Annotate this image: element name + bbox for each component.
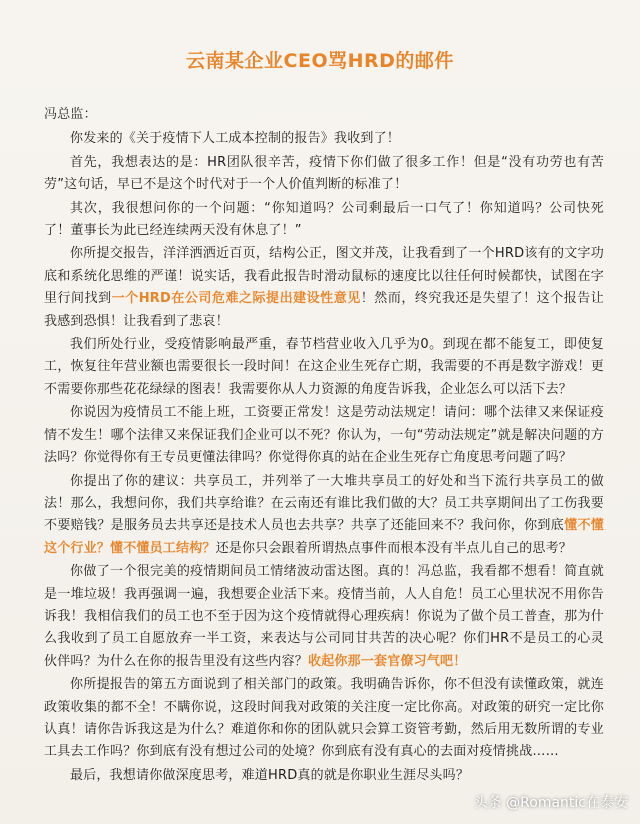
paragraph-text: 你发来的《关于疫情下人工成本控制的报告》我收到了！	[70, 131, 401, 147]
greeting: 冯总监：	[44, 107, 97, 122]
paragraph-text: 首先，我想表达的是：HR团队很辛苦，疫情下你们做了很多工作！但是“没有功劳也有苦劳”这句话，早已不是这个时代对于一个人价值判断的标准了！	[44, 154, 604, 193]
watermark-text: 头条 @Romantic在泰安	[473, 795, 628, 811]
body-paragraph	[44, 561, 604, 673]
body-paragraph	[44, 243, 604, 333]
paragraph-text: 你所提交报告，洋洋洒洒近百页，结构公正，图文并茂，让我看到了一个HRD该有的文字功底和系统化思维的严谨！说实话，我看此报告时滑动鼠标的速度比以往任何时候都快，试图在字里行间找到	[44, 246, 604, 307]
watermark	[474, 792, 628, 812]
body-paragraph	[44, 198, 604, 243]
body-paragraph	[44, 765, 604, 787]
document-title: 云南某企业CEO骂HRD的邮件	[186, 50, 454, 72]
highlighted-phrase: 一个HRD在公司危难之际提出建设性意见	[111, 291, 361, 307]
body-paragraph	[44, 152, 604, 197]
highlighted-phrase: 收起你那一套官僚习气吧！	[308, 653, 467, 669]
paragraph-text: 你提出了你的建议：共享员工，并列举了一大堆共享员工的好处和当下流行共享员工的做法！那么，我想问你，我们共享给谁？在云南还有谁比我们做的大？员工共享期间出了工伤我要不要赔钱？是服务员去共享还是技术人员也去共享？共享了还能回来不？我问你，你到底	[44, 473, 604, 534]
paragraph-text: 我们所处行业，受疫情影响最严重，春节档营业收入几乎为0。到现在都不能复工，即使复工，恢复往年营业额也需要很长一段时间！在这企业生死存亡期，我需要的不再是数字游戏！更不需要你那些花花绿绿的图表！我需要你从人力资源的角度告诉我，企业怎么可以活下去？	[44, 337, 604, 397]
paragraph-text: ！然而，终究我还是失望了！这个报告让我感到恐惧！让我看到了悲哀！	[44, 291, 604, 329]
paragraph-text: 你所提报告的第五方面说到了相关部门的政策。我明确告诉你，你不但没有读懂政策，就连政策收集的都不全！不瞒你说，这段时间我对政策的关注度一定比你高。对政策的研究一定比你认真！请你告诉我这是为什么？难道你和你的团队就只会算工资管考勤，然后用无数所谓的专业工具去工作吗？你到底有没有想过公司的处境？你到底有没有真心的去面对疫情挑战……	[44, 677, 604, 760]
paragraph-text: 最后，我想请你做深度思考，难道HRD真的就是你职业生涯尽头吗？	[70, 767, 470, 783]
body-paragraph	[44, 128, 604, 150]
paragraph-text: 还是你只会跟着所谓热点事件而根本没有半点儿自己的思考？	[215, 540, 573, 556]
paragraph-text: 其次，我很想问你的一个问题：“你知道吗？公司剩最后一口气了！你知道吗？公司快死了！董事长为此已经连续两天没有休息了！”	[44, 200, 604, 239]
document-body	[44, 104, 604, 788]
body-paragraph	[44, 674, 604, 764]
body-paragraph	[44, 334, 604, 401]
paragraph-text: 你做了一个很完美的疫情期间员工情绪波动雷达图。真的！冯总监，我看都不想看！简直就是一堆垃圾！我再强调一遍，我想要企业活下来。疫情当前，人人自危！员工心里状况不用你告诉我！我相信我们的员工也不至于因为这个疫情就得心理疾病！你说为了做个员工普查，那为什么我收到了员工自愿放弃一半工资，来表达与公司同甘共苦的决心呢？你们HR不是员工的心灵伙伴吗？为什么在你的报告里没有这些内容？	[44, 564, 604, 669]
body-paragraph	[44, 402, 604, 469]
body-paragraph	[44, 471, 604, 561]
paragraph-text: 你说因为疫情员工不能上班，工资要正常发！这是劳动法规定！请问：哪个法律又来保证疫情不发生！哪个法律又来保证我们企业可以不死？你认为，一句“劳动法规定”就是解决问题的方法吗？你觉得你有王专员更懂法律吗？你觉得你真的站在企业生死存亡角度思考问题了吗？	[44, 405, 604, 466]
paragraph-list	[44, 128, 604, 787]
highlighted-phrase: 懂不懂这个行业？懂不懂员工结构？	[44, 518, 604, 556]
